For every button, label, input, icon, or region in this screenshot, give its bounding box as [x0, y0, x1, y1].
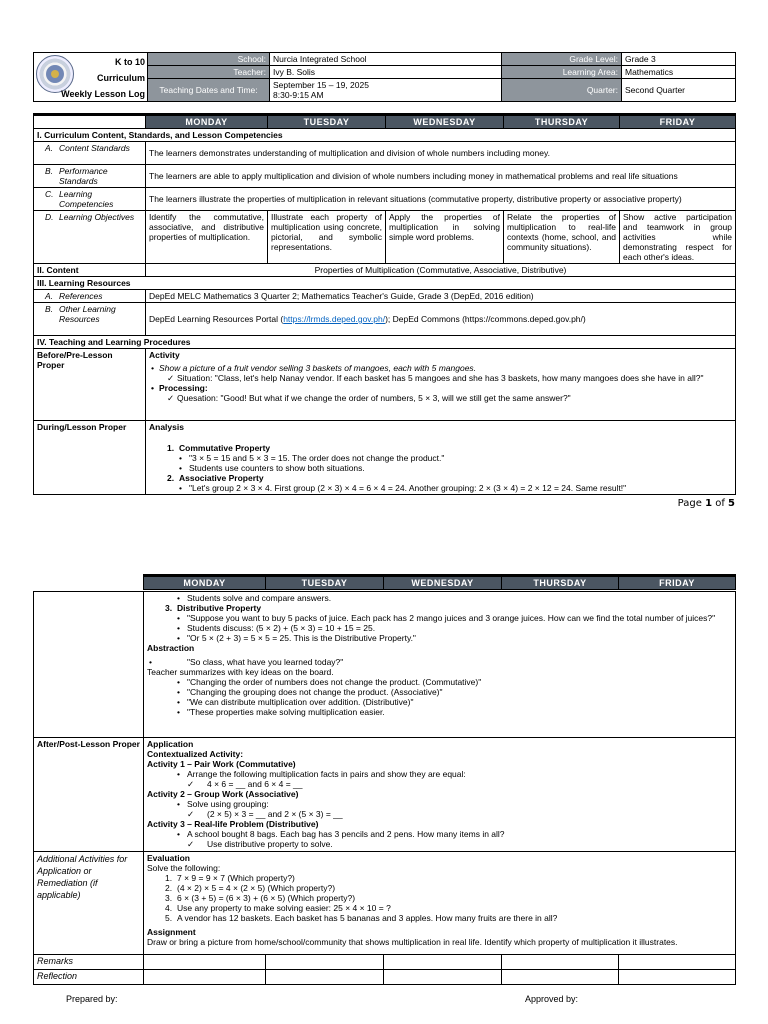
commutative-bullet-2: • Students use counters to show both situations.: [149, 463, 732, 473]
remarks-monday: [144, 955, 266, 970]
day-friday: FRIDAY: [620, 115, 736, 129]
school-value: Nurcia Integrated School: [270, 53, 502, 66]
content-standards-label: A. Content Standards: [34, 142, 146, 165]
distributive-bullet-2: • Students discuss: (5 × 2) + (5 × 3) = 10 + 15 = 25.: [147, 623, 732, 633]
header-title-line1: K to 10: [114, 57, 145, 67]
day-monday: MONDAY: [146, 115, 268, 129]
day-tuesday-2: TUESDAY: [266, 576, 384, 590]
area-value: Mathematics: [622, 66, 736, 79]
abstraction-bullet-2: • "Changing the order of numbers does not change the product. (Commutative)": [147, 677, 732, 687]
prepared-by: Prepared by:: [66, 994, 118, 1004]
page2-main: [143, 574, 735, 590]
additional-activities-label: Additional Activities for Application or Remediation (if applicable): [34, 852, 144, 955]
before-lesson-label: Before/Pre-Lesson Proper: [34, 349, 146, 421]
contextualized-title: Contextualized Activity:: [147, 749, 244, 759]
deped-seal-icon: [36, 55, 74, 93]
reflection-thursday: [502, 970, 619, 985]
abstraction-bullet-1: • "So class, what have you learned today?": [147, 657, 732, 667]
header-title-line2: Curriculum: [96, 73, 145, 83]
objective-friday: Show active participation and teamwork in group activities while demonstrating respect for each other's ideas.: [620, 211, 736, 264]
commutative-heading: 1. Commutative Property: [167, 443, 271, 453]
performance-standards-text: The learners are able to apply multiplication and division of whole numbers including money in mathematical problems and real life situations: [146, 165, 736, 188]
page-number: Page 1 of 5: [677, 498, 735, 509]
references-text: DepEd MELC Mathematics 3 Quarter 2; Mathematics Teacher's Guide, Grade 3 (DepEd, 2016 edition): [146, 290, 736, 303]
objective-monday: Identify the commutative, associative, and distributive properties of multiplication.: [146, 211, 268, 264]
section1-title: I. Curriculum Content, Standards, and Lesson Competencies: [34, 129, 736, 142]
dates-value: [270, 79, 502, 102]
other-resources-text: DepEd Learning Resources Portal (https://lrmds.deped.gov.ph/); DepEd Commons (https://commons.deped.gov.ph/): [146, 303, 736, 336]
day-thursday-2: THURSDAY: [502, 576, 619, 590]
grade-value: Grade 3: [622, 53, 736, 66]
objective-wednesday: Apply the properties of multiplication in solving simple word problems.: [386, 211, 504, 264]
learning-competencies-text: The learners illustrate the properties of multiplication in relevant situations (commutative property, distributive property or associative property): [146, 188, 736, 211]
before-lesson-content: [146, 349, 736, 421]
lrmds-link[interactable]: https://lrmds.deped.gov.ph/: [283, 314, 386, 324]
during-continued-label: [34, 592, 144, 738]
day-wednesday-2: WEDNESDAY: [384, 576, 502, 590]
section4-title: IV. Teaching and Learning Procedures: [34, 336, 736, 349]
distributive-bullet-3: • "Or 5 × (2 + 3) = 5 × 5 = 25. This is the Distributive Property.": [147, 633, 732, 643]
activity-title: Activity: [149, 350, 180, 360]
header-block: [33, 52, 735, 100]
area-label: Learning Area:: [502, 66, 622, 79]
page1-main: [33, 113, 735, 495]
remarks-friday: [619, 955, 736, 970]
day-tuesday: TUESDAY: [268, 115, 386, 129]
objective-tuesday: Illustrate each property of multiplication using concrete, pictorial, and symbolic representations.: [268, 211, 386, 264]
commutative-bullet-1: • "3 × 5 = 15 and 5 × 3 = 15. The order does not change the product.": [149, 453, 732, 463]
abstraction-bullet-4: • "We can distribute multiplication over addition. (Distributive)": [147, 697, 732, 707]
distributive-heading: 3. Distributive Property: [165, 603, 262, 613]
activity3-title: Activity 3 – Real-life Problem (Distributive): [147, 819, 319, 829]
school-label: School:: [148, 53, 270, 66]
approved-by: Approved by:: [525, 994, 579, 1004]
during-lesson-content: [146, 421, 736, 495]
activity3-check: ✓ Use distributive property to solve.: [147, 839, 732, 849]
quarter-label: Quarter:: [502, 79, 622, 102]
associative-heading: 2. Associative Property: [167, 473, 264, 483]
day-thursday: THURSDAY: [504, 115, 620, 129]
evaluation-item: 1. 7 × 9 = 9 × 7 (Which property?): [165, 873, 295, 883]
reflection-label: Reflection: [34, 970, 144, 985]
assignment-title: Assignment: [147, 927, 196, 937]
activity2-bullet: • Solve using grouping:: [147, 799, 732, 809]
reflection-wednesday: [384, 970, 502, 985]
abstraction-bullet-3: • "Changing the grouping does not change the product. (Associative)": [147, 687, 732, 697]
reflection-monday: [144, 970, 266, 985]
day-header-table-2: [143, 574, 736, 590]
dates-value-line2: 8:30-9:15 AM: [273, 90, 324, 100]
remarks-tuesday: [266, 955, 384, 970]
abstraction-title: Abstraction: [147, 643, 195, 653]
assignment-text: Draw or bring a picture from home/school/community that shows multiplication in real life. Identify which property of multiplication it illustrates.: [147, 937, 678, 947]
activity-situation: ✓ Situation: "Class, let's help Nanay vendor. If each basket has 5 mangoes and she has 3 baskets, how many mangoes does she have in all?": [149, 373, 732, 383]
header-title-cell: [34, 53, 148, 102]
learning-competencies-label: C. Learning Competencies: [34, 188, 146, 211]
processing-title: • Processing:: [149, 383, 732, 393]
other-resources-label: B. Other Learning Resources: [34, 303, 146, 336]
activity1-bullet: • Arrange the following multiplication facts in pairs and show they are equal:: [147, 769, 732, 779]
activity2-title: Activity 2 – Group Work (Associative): [147, 789, 299, 799]
during-lesson-label: During/Lesson Proper: [34, 421, 146, 495]
teacher-value: Ivy B. Solis: [270, 66, 502, 79]
evaluation-content: [144, 852, 736, 955]
references-label: A. References: [34, 290, 146, 303]
reflection-friday: [619, 970, 736, 985]
evaluation-item: 2. (4 × 2) × 5 = 4 × (2 × 5) (Which property?): [165, 883, 336, 893]
header-title-line3: Weekly Lesson Log: [61, 89, 145, 99]
page2-body: [33, 591, 735, 985]
day-header-blank: [34, 115, 146, 129]
quarter-value: Second Quarter: [622, 79, 736, 102]
evaluation-instruction: Solve the following:: [147, 863, 221, 873]
day-monday-2: MONDAY: [144, 576, 266, 590]
after-lesson-content: [144, 738, 736, 852]
evaluation-item: 4. Use any property to make solving easier: 25 × 4 × 10 = ?: [165, 903, 391, 913]
evaluation-item: 3. 6 × (3 + 5) = (6 × 3) + (6 × 5) (Which property?): [165, 893, 356, 903]
content-text: Properties of Multiplication (Commutative, Associative, Distributive): [146, 264, 736, 277]
section2-title: II. Content: [34, 264, 146, 277]
analysis-title: Analysis: [149, 422, 184, 432]
section3-title: III. Learning Resources: [34, 277, 736, 290]
content-standards-text: The learners demonstrates understanding of multiplication and division of whole numbers including money.: [146, 142, 736, 165]
activity-bullet: • Show a picture of a fruit vendor selling 3 baskets of mangoes, each with 5 mangoes.: [149, 363, 732, 373]
lesson-table-2: [33, 591, 736, 985]
application-title: Application: [147, 739, 194, 749]
abstraction-bullet-5: • "These properties make solving multiplication easier.: [147, 707, 732, 717]
teacher-label: Teacher:: [148, 66, 270, 79]
activity1-check: ✓ 4 × 6 = __ and 6 × 4 = __: [147, 779, 732, 789]
performance-standards-label: B. Performance Standards: [34, 165, 146, 188]
during-continued-content: [144, 592, 736, 738]
evaluation-item: 5. A vendor has 12 baskets. Each basket has 5 bananas and 3 apples. How many fruits are there in all?: [165, 913, 558, 923]
header-table: [33, 52, 736, 102]
remarks-label: Remarks: [34, 955, 144, 970]
lesson-table-1: [33, 113, 736, 495]
activity2-check: ✓ (2 × 5) × 3 = __ and 2 × (5 × 3) = __: [147, 809, 732, 819]
remarks-wednesday: [384, 955, 502, 970]
activity1-title: Activity 1 – Pair Work (Commutative): [147, 759, 296, 769]
processing-question: ✓ Quesation: "Good! But what if we change the order of numbers, 5 × 3, will we still get the same answer?": [149, 393, 732, 403]
reflection-tuesday: [266, 970, 384, 985]
distributive-bullet-1: • "Suppose you want to buy 5 packs of juice. Each pack has 2 mango juices and 3 orange juices. How can we find the total number of juices?": [147, 613, 732, 623]
associative-bullet-1: • "Let's group 2 × 3 × 4. First group (2 × 3) × 4 = 6 × 4 = 24. Another grouping: 2 × (3 × 4) = 2 × 12 = 24. Same result!": [149, 483, 732, 493]
grade-label: Grade Level:: [502, 53, 622, 66]
dates-label: Teaching Dates and Time:: [148, 79, 270, 102]
remarks-thursday: [502, 955, 619, 970]
objective-thursday: Relate the properties of multiplication to real-life contexts (home, school, and community situations).: [504, 211, 620, 264]
day-friday-2: FRIDAY: [619, 576, 736, 590]
evaluation-title: Evaluation: [147, 853, 190, 863]
day-wednesday: WEDNESDAY: [386, 115, 504, 129]
dates-value-line1: September 15 – 19, 2025: [273, 80, 369, 90]
learning-objectives-label: D. Learning Objectives: [34, 211, 146, 264]
associative-bullet-2: • Students solve and compare answers.: [147, 593, 732, 603]
after-lesson-label: After/Post-Lesson Proper: [34, 738, 144, 852]
abstraction-summary: Teacher summarizes with key ideas on the board.: [147, 667, 334, 677]
activity3-bullet: • A school bought 8 bags. Each bag has 3 pencils and 2 pens. How many items in all?: [147, 829, 732, 839]
